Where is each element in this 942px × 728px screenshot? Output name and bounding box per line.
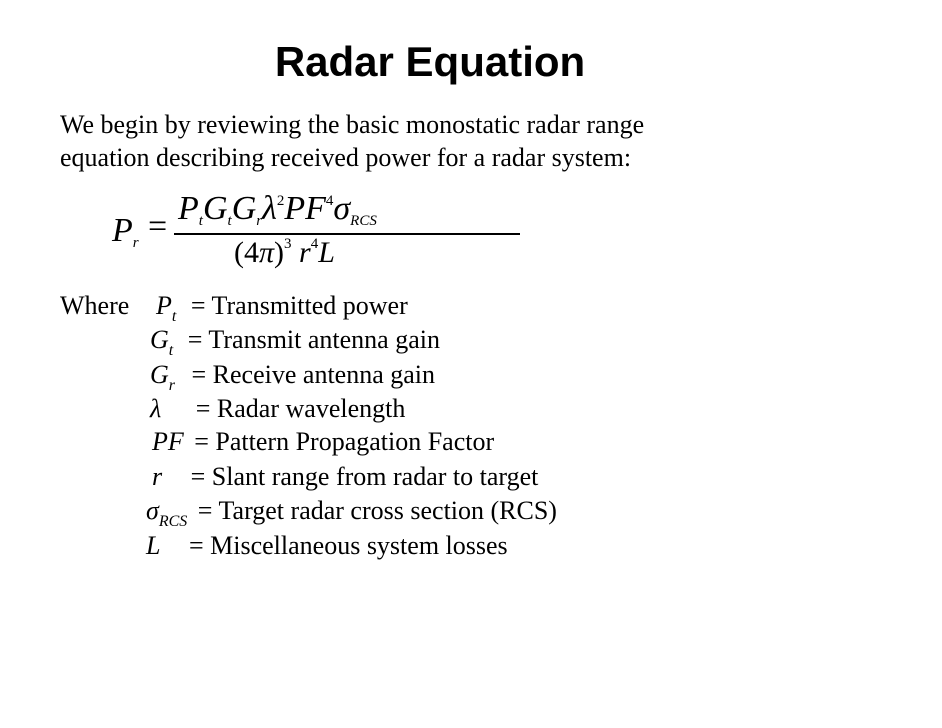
definition-transmitted-power xyxy=(156,290,408,326)
definition-text: = Transmit antenna gain xyxy=(187,325,440,354)
definition-text: = Transmitted power xyxy=(190,291,408,320)
definition-text: = Pattern Propagation Factor xyxy=(194,427,495,456)
definition-symbol: PF xyxy=(152,427,184,456)
definition-text: = Miscellaneous system losses xyxy=(188,531,508,560)
definition-text: = Radar wavelength xyxy=(195,394,406,423)
definition-symbol: σ xyxy=(146,496,159,525)
definition-symbol: P xyxy=(156,291,172,320)
definition-pattern-propagation-factor xyxy=(152,426,494,462)
definition-subscript: r xyxy=(168,377,176,394)
page-title: Radar Equation xyxy=(274,38,586,85)
where-label: Where xyxy=(60,291,130,320)
definition-text: = Target radar cross section (RCS) xyxy=(197,496,557,525)
definition-system-losses xyxy=(146,530,508,566)
definition-wavelength xyxy=(150,393,405,429)
definition-symbol: G xyxy=(150,360,169,389)
equation-lhs: Pr xyxy=(112,212,139,251)
definition-receive-gain xyxy=(150,359,435,395)
definition-symbol: r xyxy=(152,462,163,491)
definition-text: = Receive antenna gain xyxy=(191,360,436,389)
definition-symbol: L xyxy=(146,531,161,560)
definition-transmit-gain xyxy=(150,324,440,360)
definition-radar-cross-section xyxy=(146,495,557,531)
intro-paragraph xyxy=(60,108,840,174)
definition-subscript: t xyxy=(168,342,174,359)
equation-numerator: $PtGtGr\lambda^2PF^4\sigma RCS$ xyxy=(178,190,377,229)
definition-subscript: RCS xyxy=(158,513,188,530)
fraction-bar xyxy=(174,233,520,235)
equation-equals: = xyxy=(148,208,168,245)
definition-subscript: t xyxy=(171,308,177,325)
intro-line-1: We begin by reviewing the basic monostatic radar range xyxy=(60,110,645,139)
definition-symbol: λ xyxy=(150,394,162,423)
definition-symbol: G xyxy=(150,325,169,354)
intro-line-2: equation describing received power for a radar system: xyxy=(60,143,632,172)
definition-slant-range xyxy=(152,461,538,497)
equation-denominator: $(4\pi)^3$ $r^4L$ xyxy=(234,236,335,269)
definition-text: = Slant range from radar to target xyxy=(190,462,539,491)
radar-range-equation xyxy=(100,190,500,280)
